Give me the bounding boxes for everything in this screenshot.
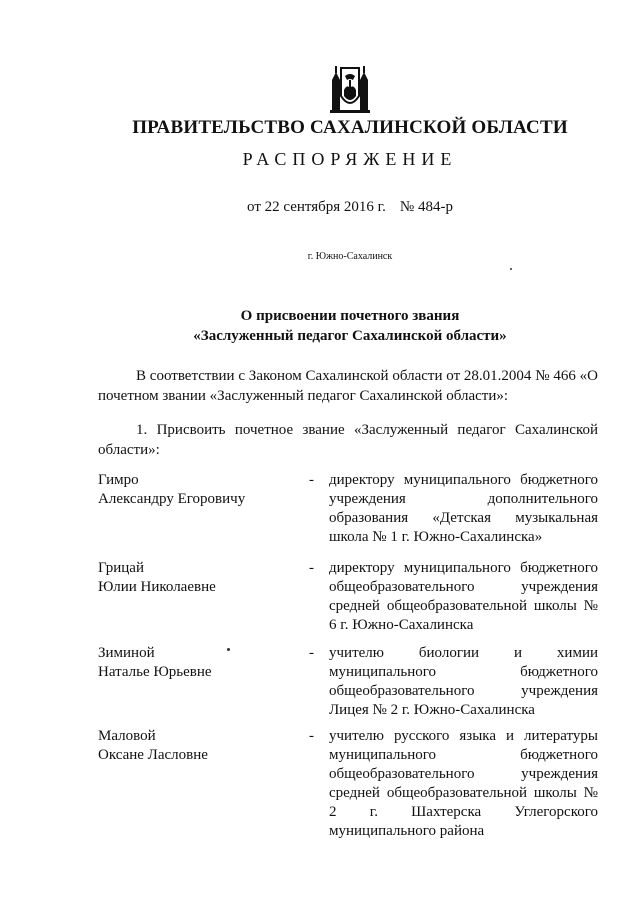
document-number: № 484-р — [399, 199, 453, 215]
subject-line-1: О присвоении почетного звания — [240, 308, 460, 324]
organization-title: ПРАВИТЕЛЬСТВО САХАЛИНСКОЙ ОБЛАСТИ — [132, 117, 568, 138]
intro-text: В соответствии с Законом Сахалинской области от 28.01.2004 № 466 «О почетном звании «Заслуженный педагог Сахалинской области»: — [98, 368, 598, 404]
recipient-dash: - — [309, 560, 314, 576]
document-subject — [0, 306, 640, 346]
document-type: РАСПОРЯЖЕНИЕ — [242, 149, 458, 169]
clause-1-text: 1. Присвоить почетное звание «Заслуженный педагог Сахалинской области»: — [98, 422, 598, 458]
coat-of-arms-icon — [326, 60, 374, 114]
recipient-surname: Зиминой — [98, 645, 155, 661]
document-date: от 22 сентября 2016 г. — [247, 199, 386, 215]
city-line: г. Южно-Сахалинск — [307, 251, 393, 262]
recipient-name — [98, 727, 298, 765]
date-number-line — [0, 199, 640, 216]
recipient-description: директору муниципального бюджетного общеобразовательного учреждения средней общеобразовательной школы № 6 г. Южно-Сахалинска — [329, 560, 598, 633]
recipient-given-name: Оксане Ласловне — [98, 747, 208, 763]
recipient-name — [98, 471, 298, 509]
recipient-surname: Маловой — [98, 728, 156, 744]
recipient-name — [98, 559, 298, 597]
recipient-dash: - — [309, 645, 314, 661]
recipient-given-name: Наталье Юрьевне — [98, 664, 212, 680]
recipient-surname: Гимро — [98, 472, 139, 488]
recipient-given-name: Александру Егоровичу — [98, 491, 246, 507]
recipient-dash: - — [309, 472, 314, 488]
clause-1-paragraph — [98, 420, 598, 460]
scan-speck — [510, 268, 512, 270]
intro-paragraph — [98, 366, 598, 406]
subject-line-2: «Заслуженный педагог Сахалинской области» — [193, 328, 507, 344]
recipient-surname: Грицай — [98, 560, 144, 576]
recipient-name — [98, 644, 298, 682]
recipient-dash: - — [309, 728, 314, 744]
recipient-description: директору муниципального бюджетного учреждения дополнительного образования «Детская музыкальная школа № 1 г. Южно-Сахалинска» — [329, 472, 598, 545]
recipient-given-name: Юлии Николаевне — [98, 579, 216, 595]
recipient-description: учителю русского языка и литературы муниципального бюджетного общеобразовательного учреждения средней общеобразовательной школы № 2 г. Шахтерска Углегорского муниципального района — [329, 728, 598, 839]
recipient-description: учителю биологии и химии муниципального бюджетного общеобразовательного учреждения Лицея № 2 г. Южно-Сахалинска — [329, 645, 598, 718]
scan-speck — [227, 648, 230, 651]
